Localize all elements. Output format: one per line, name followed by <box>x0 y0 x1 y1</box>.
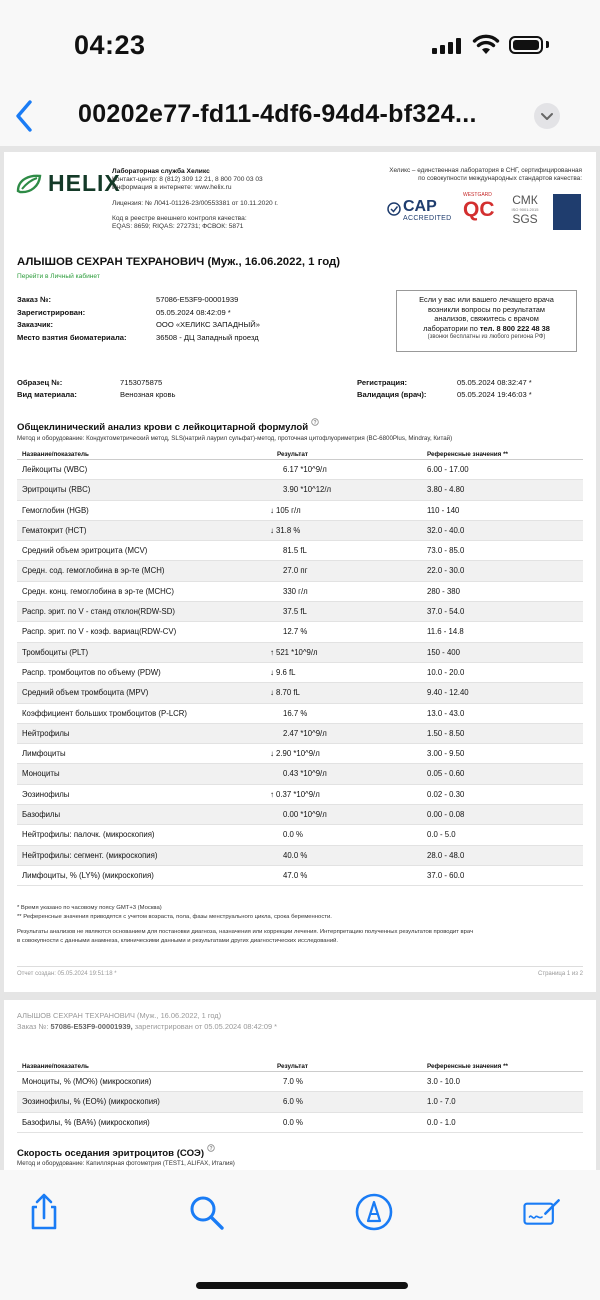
cbc-results-table-continued <box>17 1060 583 1133</box>
header-reference: Референсные значения ** <box>427 1063 508 1070</box>
header-result: Результат <box>277 451 308 458</box>
test-name: Тромбоциты (PLT) <box>22 647 89 657</box>
table-header <box>17 1060 583 1072</box>
wifi-icon <box>472 33 500 55</box>
table-header <box>17 448 583 460</box>
result-value: 0.43 *10^9/л <box>283 769 327 779</box>
arrow-down-icon: ↓ <box>270 749 274 759</box>
document-title: 00202e77-fd11-4df6-94d4-bf324... <box>78 100 477 128</box>
result-value: 0.0 % <box>283 830 303 840</box>
bottom-toolbar <box>0 1170 600 1300</box>
table-row <box>17 663 583 683</box>
document-viewer[interactable] <box>0 146 600 1170</box>
result-value: 105 г/л <box>276 505 301 515</box>
page2-order-prefix: Заказ №: <box>17 1022 51 1031</box>
arrow-down-icon: ↓ <box>270 505 274 515</box>
test-name: Коэффициент больших тромбоцитов (P-LCR) <box>22 708 188 718</box>
table-row <box>17 805 583 825</box>
page2-order-no: 57086-E53F9-00001939, <box>50 1022 133 1031</box>
cbc-method: Метод и оборудование: Кондуктометрический метод, SLS(натрий лаурил сульфат)-метод, проточная цитофлуориметрия (BC-6800Plus, Mindray, Китай) <box>17 435 453 442</box>
table-row <box>17 561 583 581</box>
sample-id-label: Образец №: <box>17 378 63 387</box>
material-label: Вид материала: <box>17 390 77 400</box>
battery-icon <box>509 36 543 54</box>
test-result <box>277 566 307 575</box>
reference-range: 6.00 - 17.00 <box>427 465 469 474</box>
test-name: Средн. сод. гемоглобина в эр-те (MCH) <box>22 566 165 576</box>
reference-range: 10.0 - 20.0 <box>427 667 465 677</box>
result-value: 16.7 % <box>283 708 308 718</box>
reference-range: 0.0 - 5.0 <box>427 830 456 840</box>
test-result <box>277 851 307 860</box>
document-page-1 <box>4 152 596 992</box>
test-result <box>277 546 307 555</box>
header-reference: Референсные значения ** <box>427 451 508 458</box>
helix-logo <box>16 170 121 197</box>
reference-range: 3.0 - 10.0 <box>427 1077 460 1086</box>
table-row <box>17 582 583 602</box>
smk-sgs-logo: СМК ISO 9001:2015 SGS <box>509 194 541 228</box>
table-row <box>17 622 583 642</box>
table-row <box>17 643 583 663</box>
esr-section-title <box>17 1144 215 1159</box>
result-value: 27.0 пг <box>283 566 308 576</box>
back-chevron-icon[interactable] <box>10 98 40 134</box>
test-name: Нейтрофилы <box>22 728 70 738</box>
reference-range: 0.02 - 0.30 <box>427 789 465 799</box>
page-number: Страница 1 из 2 <box>538 971 583 977</box>
order-label: Заказ №: <box>17 295 51 304</box>
test-result <box>270 790 320 799</box>
test-result <box>277 607 307 616</box>
table-row <box>17 785 583 805</box>
test-name: Лимфоциты <box>22 749 66 759</box>
test-name: Гемоглобин (HGB) <box>22 505 89 515</box>
lab-name: Лабораторная служба Хеликс <box>112 168 210 175</box>
westgard-text: WESTGARD <box>463 192 492 198</box>
global-standard-logo <box>553 194 581 230</box>
test-result <box>277 810 327 819</box>
reference-range: 280 - 380 <box>427 586 460 596</box>
cbc-section-title <box>17 418 319 433</box>
header-result: Результат <box>277 1063 308 1070</box>
page2-patient: АЛЫШОВ СЕХРАН ТЕХРАНОВИЧ (Муж., 16.06.2022, 1 год) <box>17 1011 222 1020</box>
search-icon[interactable] <box>186 1192 226 1232</box>
reference-range: 11.6 - 14.8 <box>427 627 464 637</box>
test-name: Распр. тромбоцитов по объему (PDW) <box>22 667 161 677</box>
report-created: Отчет создан: 05.05.2024 19:51:18 * <box>17 971 117 977</box>
order-label: Зарегистрирован: <box>17 307 86 317</box>
test-result <box>270 506 301 515</box>
cbc-results-table <box>17 448 583 886</box>
table-row <box>17 724 583 744</box>
footnote-reference: ** Референсные значения приводятся с учетом возраста, пола, фазы менструального цикла, срока беременности. <box>17 914 332 920</box>
footnotes <box>17 904 583 946</box>
result-value: 6.0 % <box>283 1097 303 1107</box>
chevron-down-icon[interactable] <box>534 103 560 129</box>
result-value: 8.70 fL <box>276 688 300 698</box>
table-row <box>17 866 583 886</box>
order-value: 36508 - ДЦ Западный проезд <box>156 332 259 342</box>
info-icon[interactable] <box>207 1144 215 1152</box>
test-name: Распр. эрит. по V - коэф. вариац(RDW-CV) <box>22 627 177 637</box>
reference-range: 110 - 140 <box>427 505 460 515</box>
page2-header <box>17 1010 277 1032</box>
order-value: 57086-E53F9-00001939 <box>156 295 239 304</box>
test-result <box>270 688 300 697</box>
helix-leaf-icon <box>16 173 42 195</box>
test-result <box>277 485 331 494</box>
navigation-bar <box>0 90 600 146</box>
result-value: 2.47 *10^9/л <box>283 728 327 738</box>
markup-icon[interactable] <box>354 1192 394 1232</box>
test-name: Базофилы, % (BA%) (микроскопия) <box>22 1117 150 1127</box>
contact-line-3: анализов, свяжитесь с врачом <box>434 314 539 324</box>
test-name: Базофилы <box>22 810 61 820</box>
result-value: 9.6 fL <box>276 667 296 677</box>
reference-range: 1.0 - 7.0 <box>427 1097 456 1107</box>
test-result <box>277 769 327 778</box>
smk-text: СМК <box>512 193 538 207</box>
lab-info <box>112 168 278 231</box>
registration-value: 05.05.2024 08:32:47 * <box>457 378 532 387</box>
lab-license: Лицензия: № Л041-01126-23/00553381 от 10.11.2020 г. <box>112 199 278 207</box>
result-value: 0.00 *10^9/л <box>283 810 327 820</box>
page-footer <box>17 966 583 977</box>
reference-range: 0.00 - 0.08 <box>427 810 465 820</box>
test-result <box>277 465 327 474</box>
validation-label: Валидация (врач): <box>357 390 427 400</box>
svg-text:?: ? <box>209 1146 213 1152</box>
arrow-down-icon: ↓ <box>270 667 274 677</box>
order-value: ООО «ХЕЛИКС ЗАПАДНЫЙ» <box>156 320 260 330</box>
material-value: Венозная кровь <box>120 390 176 400</box>
arrow-up-icon: ↑ <box>270 789 274 799</box>
cap-text: CAP <box>403 198 437 215</box>
result-value: 0.0 % <box>283 1117 303 1127</box>
reference-range: 73.0 - 85.0 <box>427 546 465 556</box>
test-name: Распр. эрит. по V - станд отклон(RDW-SD) <box>22 607 175 617</box>
reference-range: 150 - 400 <box>427 647 460 657</box>
test-result <box>277 830 303 839</box>
result-value: 7.0 % <box>283 1077 303 1086</box>
info-icon[interactable] <box>311 418 319 426</box>
registration-label: Регистрация: <box>357 378 408 387</box>
table-row <box>17 501 583 521</box>
reference-range: 37.0 - 54.0 <box>427 607 465 617</box>
certification-logos <box>387 192 587 234</box>
test-name: Средний объем эритроцита (MCV) <box>22 546 148 556</box>
table-row <box>17 1113 583 1133</box>
share-icon[interactable] <box>24 1192 64 1232</box>
table-row <box>17 683 583 703</box>
cbc-title: Общеклинический анализ крови с лейкоцитарной формулой <box>17 422 309 434</box>
reference-range: 3.00 - 9.50 <box>427 749 465 759</box>
result-value: 81.5 fL <box>283 546 307 556</box>
test-name: Гематокрит (HCT) <box>22 525 87 535</box>
contact-line-5: (звонки бесплатны из любого региона РФ) <box>427 334 546 341</box>
patient-name: АЛЫШОВ СЕХРАН ТЕХРАНОВИЧ (Муж., 16.06.2022, 1 год) <box>17 256 341 268</box>
contact-line-4: лаборатории по <box>423 323 480 333</box>
footnote-timezone: * Время указано по часовому поясу GMT+3 (Москва) <box>17 905 162 911</box>
arrow-up-icon: ↑ <box>270 647 274 657</box>
sgs-text: SGS <box>512 212 538 226</box>
table-row <box>17 1092 583 1112</box>
order-label: Место взятия биоматериала: <box>17 332 127 342</box>
test-name: Нейтрофилы: палочк. (микроскопия) <box>22 830 155 840</box>
test-name: Моноциты <box>22 769 60 779</box>
test-result <box>270 749 320 758</box>
test-name: Эозинофилы <box>22 789 70 799</box>
arrow-down-icon: ↓ <box>270 688 274 698</box>
test-name: Моноциты, % (MO%) (микроскопия) <box>22 1077 152 1086</box>
test-name: Лейкоциты (WBC) <box>22 465 88 474</box>
table-row <box>17 846 583 866</box>
sample-info <box>17 378 583 403</box>
table-row <box>17 1072 583 1092</box>
status-time: 04:23 <box>74 30 146 60</box>
reference-range: 37.0 - 60.0 <box>427 870 465 880</box>
reference-range: 28.0 - 48.0 <box>427 850 465 860</box>
reference-range: 32.0 - 40.0 <box>427 525 465 535</box>
esr-title: Скорость оседания эритроцитов (СОЭ) <box>17 1148 205 1160</box>
test-result <box>277 1077 303 1086</box>
result-value: 521 *10^9/л <box>276 647 318 657</box>
esr-method: Метод и оборудование: Капиллярная фотометрия (TEST1, ALIFAX, Италия) <box>17 1160 235 1167</box>
table-row <box>17 825 583 845</box>
test-result <box>277 1097 303 1106</box>
cap-sub-text: ACCREDITED <box>403 215 452 222</box>
table-row <box>17 541 583 561</box>
table-row <box>17 744 583 764</box>
reference-range: 3.80 - 4.80 <box>427 485 465 495</box>
status-bar <box>0 0 600 90</box>
reference-range: 9.40 - 12.40 <box>427 688 469 698</box>
sample-id: 7153075875 <box>120 378 163 387</box>
table-row <box>17 521 583 541</box>
result-value: 3.90 *10^12/л <box>283 485 332 495</box>
test-name: Лимфоциты, % (LY%) (микроскопия) <box>22 870 154 880</box>
reference-range: 13.0 - 43.0 <box>427 708 465 718</box>
doctor-contact-box <box>396 290 577 352</box>
contact-phone: тел. 8 800 222 48 38 <box>479 323 550 333</box>
table-row <box>17 764 583 784</box>
cap-accredited-logo <box>387 198 452 228</box>
westgard-qc-logo <box>459 192 499 228</box>
result-value: 330 г/л <box>283 586 308 596</box>
test-name: Средн. конц. гемоглобина в эр-те (MCHC) <box>22 586 175 596</box>
test-result <box>270 526 300 535</box>
qc-text: QC <box>463 198 495 221</box>
disclaimer-line-2: в совокупности с данными анамнеза, клиническими данными и результатами других диагностических исследований. <box>17 938 339 944</box>
test-name: Эритроциты (RBC) <box>22 485 91 495</box>
test-name: Нейтрофилы: сегмент. (микроскопия) <box>22 850 158 860</box>
result-value: 40.0 % <box>283 850 308 860</box>
helix-logo-text: HELIX <box>48 170 121 196</box>
page2-order-suffix: зарегистрирован от 05.05.2024 08:42:09 * <box>132 1022 278 1031</box>
test-result <box>277 1118 303 1127</box>
sign-icon[interactable] <box>522 1192 562 1232</box>
test-result <box>277 627 307 636</box>
reference-range: 1.50 - 8.50 <box>427 728 465 738</box>
lab-registry-label: Код в реестре внешнего контроля качества: <box>112 214 247 222</box>
reference-range: 22.0 - 30.0 <box>427 566 465 576</box>
disclaimer-line-1: Результаты анализов не являются основанием для постановки диагноза, назначения или коррекции лечения. Интерпретацию полученных результатов проводит врач <box>17 929 474 935</box>
test-name: Средний объем тромбоцита (MPV) <box>22 688 149 698</box>
test-name: Эозинофилы, % (EO%) (микроскопия) <box>22 1097 160 1107</box>
lab-registry-codes: EQAS: 8659; RIQAS: 272731; ФСВОК: 5871 <box>112 223 244 231</box>
header-name: Название/показатель <box>22 451 89 458</box>
svg-text:?: ? <box>313 420 317 426</box>
arrow-down-icon: ↓ <box>270 525 274 535</box>
table-row <box>17 602 583 622</box>
home-indicator <box>196 1282 408 1289</box>
certification-text: Хеликс – единственная лаборатория в СНГ, сертифицированная по совокупности международных стандартов качества: <box>389 167 582 182</box>
test-result <box>277 709 307 718</box>
result-value: 37.5 fL <box>283 607 307 617</box>
table-row <box>17 704 583 724</box>
order-value: 05.05.2024 08:42:09 * <box>156 307 231 317</box>
result-value: 12.7 % <box>283 627 308 637</box>
test-result <box>277 587 308 596</box>
cellular-signal-icon <box>432 38 462 54</box>
test-result <box>277 871 307 880</box>
table-row <box>17 480 583 500</box>
result-value: 2.90 *10^9/л <box>276 749 320 759</box>
table-row <box>17 460 583 480</box>
test-result <box>277 729 327 738</box>
header-name: Название/показатель <box>22 1063 89 1070</box>
personal-cabinet-link[interactable]: Перейти в Личный кабинет <box>17 273 100 280</box>
result-value: 6.17 *10^9/л <box>283 465 327 474</box>
reference-range: 0.05 - 0.60 <box>427 769 465 779</box>
lab-contact: Контакт-центр: 8 (812) 309 12 21, 8 800 700 03 03 <box>112 176 263 184</box>
contact-line-1: Если у вас или вашего лечащего врача <box>419 295 554 304</box>
validation-value: 05.05.2024 19:46:03 * <box>457 390 532 400</box>
result-value: 47.0 % <box>283 870 308 880</box>
document-page-2 <box>4 1000 596 1170</box>
result-value: 31.8 % <box>276 525 301 535</box>
reference-range: 0.0 - 1.0 <box>427 1117 456 1127</box>
contact-line-2: возникли вопросы по результатам <box>428 304 545 314</box>
order-label: Заказчик: <box>17 320 53 330</box>
result-value: 0.37 *10^9/л <box>276 789 320 799</box>
lab-internet: Информация в интернете: www.helix.ru <box>112 184 232 192</box>
test-result <box>270 648 318 657</box>
test-result <box>270 668 296 677</box>
